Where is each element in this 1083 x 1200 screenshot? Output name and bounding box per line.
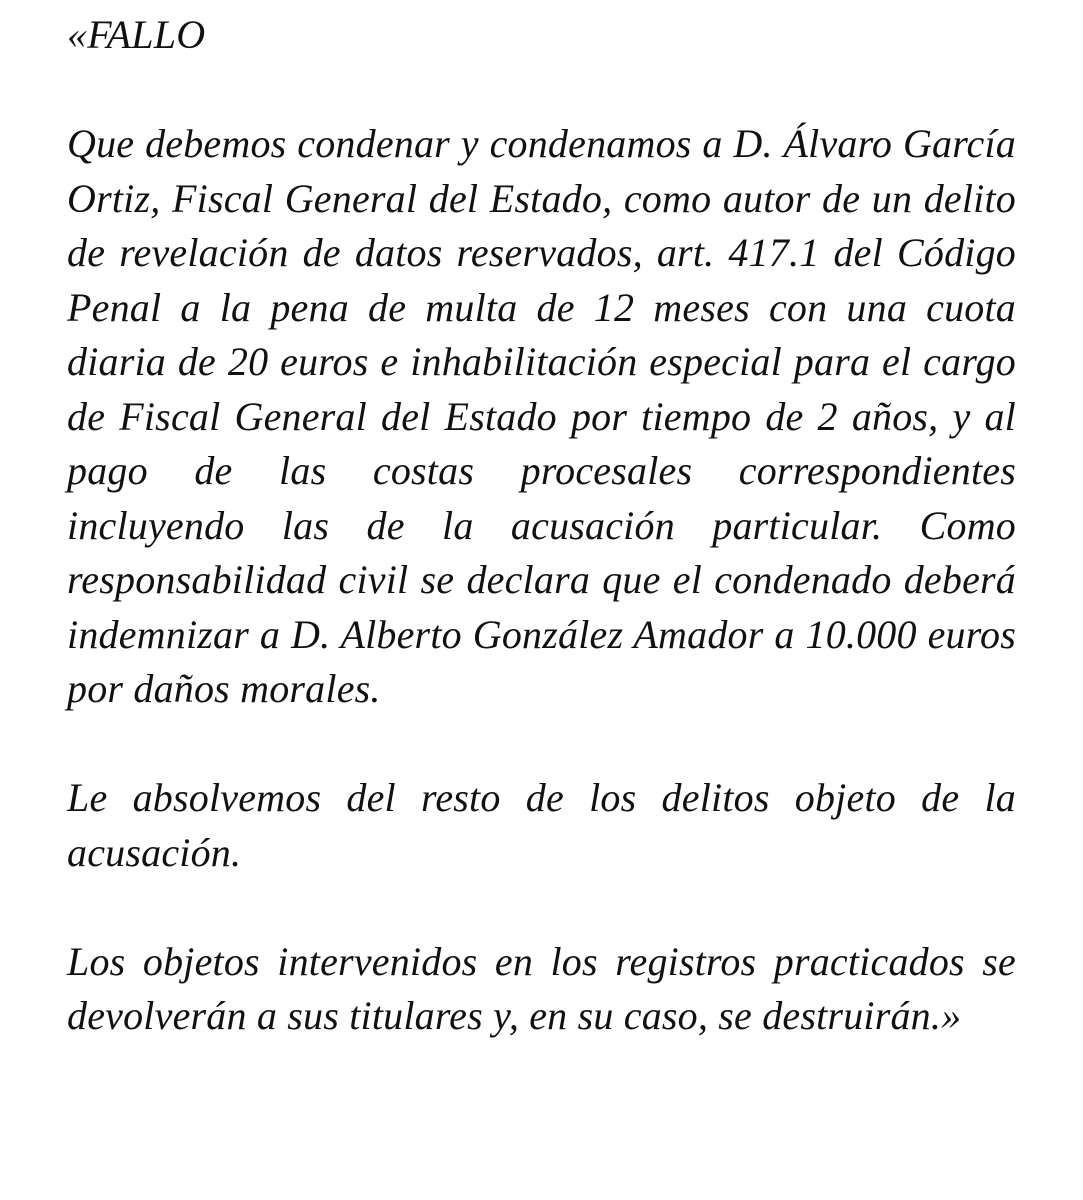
ruling-heading: «FALLO: [67, 12, 206, 57]
ruling-paragraph-sentence: Que debemos condenar y condenamos a D. Álvaro García Ortiz, Fiscal General del Estado, como autor de un delito de revelación de datos reservados, art. 417.1 del Código Penal a la pena de multa de 12 meses con una cuota diaria de 20 euros e inhabilitación especial para el cargo de Fiscal General del Estado por tiempo de 2 años, y al pago de las costas procesales correspondientes incluyendo las de la acusación particular. Como responsabilidad civil se declara que el condenado deberá indemnizar a D. Alberto González Amador a 10.000 euros por daños morales.: [67, 121, 1016, 711]
ruling-paragraph-acquittal: Le absolvemos del resto de los delitos objeto de la acusación.: [67, 775, 1016, 875]
ruling-document: [67, 8, 1016, 1044]
ruling-paragraph-seized-items: Los objetos intervenidos en los registros practicados se devolverán a sus titulares y, en su caso, se destruirán.»: [67, 938, 1016, 1038]
